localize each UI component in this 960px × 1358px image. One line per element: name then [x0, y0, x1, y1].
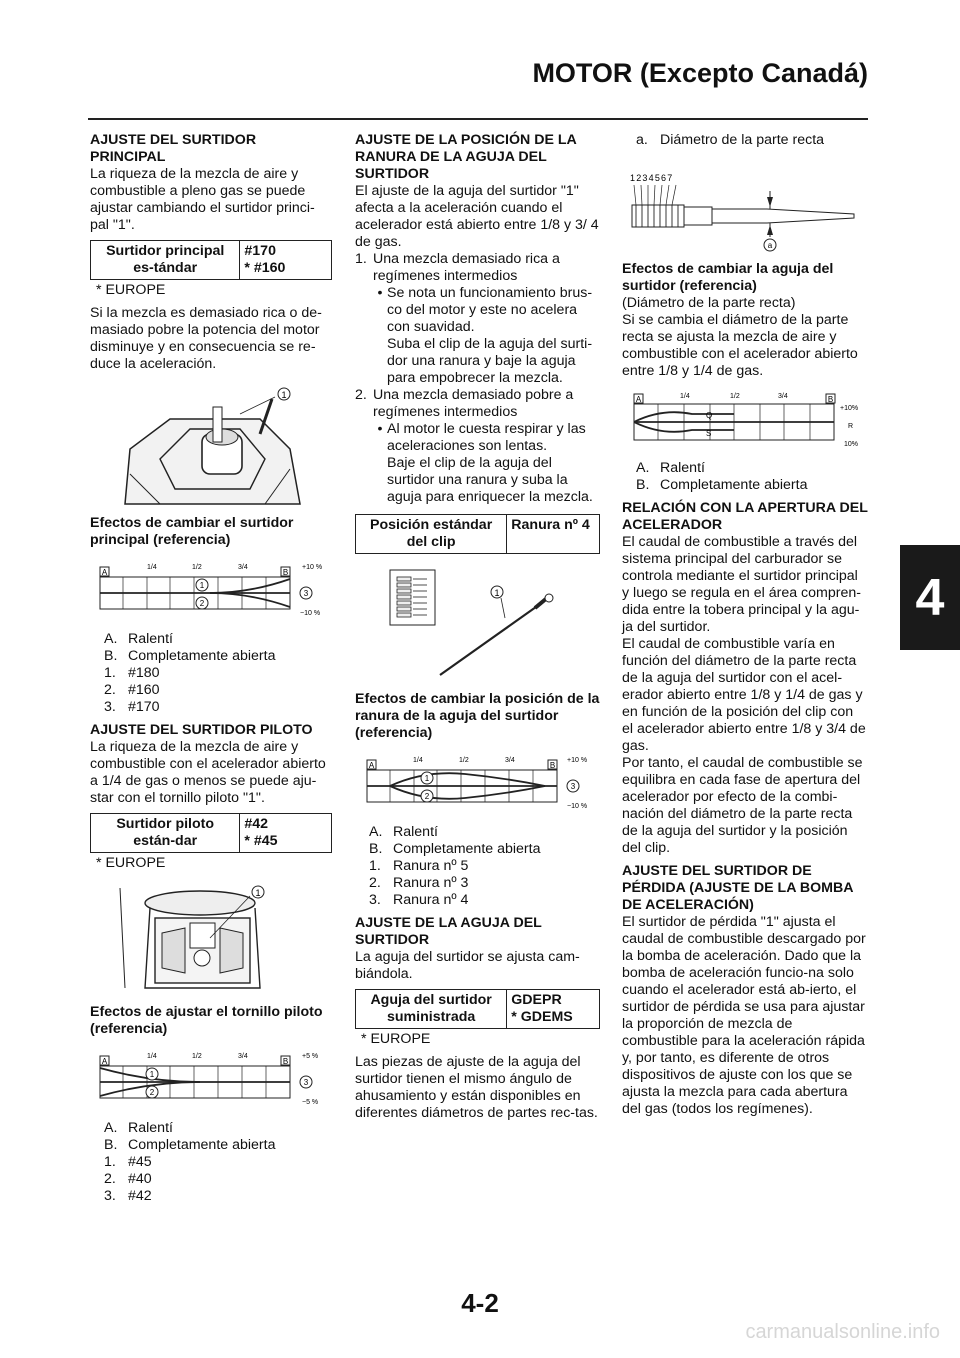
effect-chart-main-jet	[90, 555, 332, 625]
section-body: El ajuste de la aguja del surtidor "1" afecta a la aceleración cuando el acelerador está abierto entre 1/8 y 3/ 4 de gas.	[355, 183, 599, 250]
chart-label-b: B	[549, 761, 556, 770]
column-2	[355, 132, 600, 1128]
numbered-item: 1. Una mezcla demasiado rica a regímenes intermedios	[355, 251, 560, 284]
spec-value	[240, 241, 332, 280]
jet-needle-diagram	[622, 155, 868, 255]
legend-item: 1. Ranura nº 5	[369, 858, 469, 874]
legend-item: A. Ralentí	[104, 1120, 173, 1136]
legend-item: 1. #45	[104, 1154, 152, 1170]
legend-item: B. Completamente abierta	[104, 648, 276, 664]
legend-item: A. Ralentí	[636, 460, 705, 476]
chart-label-b: B	[282, 568, 289, 577]
chart-label-b: B	[282, 1057, 289, 1066]
callout-number: 1	[255, 888, 261, 898]
spec-value-2: * #45	[244, 833, 278, 849]
chart-minus: 10%	[844, 441, 859, 448]
chart-label-b: B	[827, 395, 834, 404]
chart-plus: +10 %	[567, 757, 588, 764]
spec-table	[90, 813, 332, 853]
section-body: La riqueza de la mezcla de aire y combustible a pleno gas se puede ajustar cambiando el surtidor princi-pal "1".	[90, 166, 315, 233]
chart-minus: −5 %	[302, 1099, 319, 1106]
spec-value	[507, 990, 600, 1029]
legend-item: A. Ralentí	[369, 824, 438, 840]
spec-label: Surtidor piloto están-dar	[91, 814, 240, 853]
chart-minus: −10 %	[567, 803, 588, 810]
legend-item: B. Completamente abierta	[104, 1137, 276, 1153]
chart-plus: +5 %	[302, 1053, 319, 1060]
section-title: AJUSTE DE LA AGUJA DEL SURTIDOR	[355, 915, 542, 948]
spec-note: * EUROPE	[96, 855, 166, 871]
section-title: AJUSTE DEL SURTIDOR DE PÉRDIDA (AJUSTE DE LA BOMBA DE ACELERACIÓN)	[622, 863, 853, 913]
chart-callout: 2	[199, 599, 205, 608]
chart-tick: 1/4	[147, 1053, 157, 1060]
chart-callout: 1	[199, 581, 205, 590]
legend-list	[369, 824, 600, 909]
pilot-screw-illustration	[90, 878, 332, 998]
column-1	[90, 132, 332, 1205]
section-title: RELACIÓN CON LA APERTURA DEL ACELERADOR	[622, 500, 868, 533]
chart-tick: 3/4	[778, 393, 788, 400]
chart-callout: 1	[149, 1070, 155, 1079]
section-body: El caudal de combustible a través del sistema principal del carburador se controla mediante el surtidor principal y luego se regula en el área compren-dida entre la tobera principal y la agu-ja del surtidor.	[622, 534, 861, 635]
chart-callout: 3	[303, 589, 309, 598]
page-number: 4-2	[461, 1288, 499, 1318]
chart-callout: 2	[424, 792, 430, 801]
effect-chart-needle-diameter	[622, 386, 868, 454]
spec-table	[355, 514, 600, 554]
effect-chart-pilot-screw	[90, 1044, 332, 1114]
section-body: Las piezas de ajuste de la aguja del surtidor tienen el mismo ángulo de ahusamiento y están disponibles en diferentes diámetros de partes rec-tas.	[355, 1054, 598, 1121]
spec-note: * EUROPE	[96, 282, 166, 298]
chart-tick: 3/4	[238, 564, 248, 571]
chart-tick: 3/4	[505, 757, 515, 764]
chart-tick: 1/2	[459, 757, 469, 764]
spec-value-2: * #160	[244, 260, 286, 276]
action-text: Baje el clip de la aguja del surtidor una ranura y suba la aguja para enriquecer la mezcla.	[387, 455, 593, 505]
legend-item: A. Ralentí	[104, 631, 173, 647]
spec-value-1: #42	[244, 816, 269, 832]
chart-title: Efectos de cambiar el surtidor principal (referencia)	[90, 515, 294, 548]
spec-label: Posición estándar del clip	[356, 515, 507, 554]
bullet-item: • Se nota un funcionamiento brus-co del motor y este no acelera con suavidad.	[377, 285, 593, 335]
section-body: La aguja del surtidor se ajusta cam-biándola.	[355, 949, 580, 982]
column-3	[622, 132, 868, 1124]
chart-plus: +10 %	[302, 564, 323, 571]
effect-chart-clip-position	[355, 748, 600, 818]
section-body: La riqueza de la mezcla de aire y combustible con el acelerador abierto a 1/4 de gas o menos se puede aju-star con el tornillo piloto "1".	[90, 739, 326, 806]
callout-number: 1	[494, 588, 500, 598]
chart-tick: 1/2	[192, 564, 202, 571]
chart-title: Efectos de ajustar el tornillo piloto (referencia)	[90, 1004, 323, 1037]
legend-item: 3. Ranura nº 4	[369, 892, 469, 908]
action-text: Suba el clip de la aguja del surti-dor una ranura y baje la aguja para empobrecer la mezcla.	[387, 336, 593, 386]
numbered-item: 2. Una mezcla demasiado pobre a regímenes intermedios	[355, 387, 574, 420]
chart-tick: 3/4	[238, 1053, 248, 1060]
chart-plus: +10%	[840, 405, 859, 412]
chart-tick: 1/4	[147, 564, 157, 571]
spec-value-2: * GDEMS	[511, 1009, 573, 1025]
section-title: AJUSTE DE LA POSICIÓN DE LA RANURA DE LA AGUJA DEL SURTIDOR	[355, 132, 577, 182]
legend-item: B. Completamente abierta	[369, 841, 541, 857]
spec-table	[90, 240, 332, 280]
callout-letter: a	[767, 241, 773, 250]
section-title: AJUSTE DEL SURTIDOR PILOTO	[90, 722, 313, 738]
legend-item: 2. #160	[104, 682, 160, 698]
chart-minus: −10 %	[300, 610, 321, 617]
spec-value: Ranura nº 4	[507, 515, 600, 554]
callout-number: 1	[281, 390, 287, 400]
section-body: Por tanto, el caudal de combustible se equilibra en cada fase de apertura del acelerador por efecto de la combi-nación del diámetro de la parte recta de la aguja del surtidor y la posición del clip.	[622, 755, 863, 856]
chart-label-s: S	[706, 429, 712, 438]
section-body: El surtidor de pérdida "1" ajusta el caudal de combustible descargado por la bomba de aceleración. Dado que la bomba de aceleración funcio-na solo cuando el acelerador está ab-ierto, el surtidor de pérdida se usa para ajustar la proporción de mezcla de combustible para la aceleración rápida y, por tanto, es diferente de otros dispositivos de ajuste con los que se ajusta la mezcla para cada abertura del gas (todos los regímenes).	[622, 914, 866, 1117]
groove-numbers: 1234567	[630, 173, 674, 183]
chart-subtitle: (Diámetro de la parte recta)	[622, 295, 796, 311]
spec-value	[240, 814, 332, 853]
legend-item: 2. #40	[104, 1171, 152, 1187]
chart-callout: 3	[570, 782, 576, 791]
section-body: Si se cambia el diámetro de la parte recta se ajusta la mezcla de aire y combustible con el acelerador abierto entre 1/8 y 1/4 de gas.	[622, 312, 858, 379]
spec-label: Aguja del surtidor suministrada	[356, 990, 507, 1029]
bullet-item: • Al motor le cuesta respirar y las aceleraciones son lentas.	[377, 421, 586, 454]
chart-title: Efectos de cambiar la posición de la ranura de la aguja del surtidor (referencia)	[355, 691, 600, 741]
legend-item: 1. #180	[104, 665, 160, 681]
chart-tick: 1/4	[413, 757, 423, 764]
legend-item: B. Completamente abierta	[636, 477, 808, 493]
section-title: AJUSTE DEL SURTIDOR PRINCIPAL	[90, 132, 257, 165]
needle-legend: a. Diámetro de la parte recta	[636, 132, 825, 148]
spec-value-1: GDEPR	[511, 992, 562, 1008]
legend-list	[104, 631, 332, 716]
spec-table	[355, 989, 600, 1029]
chart-label-a: A	[101, 568, 108, 577]
legend-list	[104, 1120, 332, 1205]
spec-value-1: #170	[244, 243, 276, 259]
watermark: carmanualsonline.info	[745, 1321, 940, 1343]
spec-label: Surtidor principal es-tándar	[91, 241, 240, 280]
chart-tick: 1/4	[680, 393, 690, 400]
main-jet-illustration	[90, 379, 332, 509]
legend-list	[636, 460, 868, 494]
legend-item: 2. Ranura nº 3	[369, 875, 469, 891]
chart-callout: 1	[424, 774, 430, 783]
page-title: MOTOR (Excepto Canadá)	[532, 58, 868, 88]
spec-note: * EUROPE	[361, 1031, 431, 1047]
chart-callout: 3	[303, 1078, 309, 1087]
chart-label-a: A	[101, 1057, 108, 1066]
chart-tick: 1/2	[730, 393, 740, 400]
chart-label-a: A	[368, 761, 375, 770]
chart-label-r: R	[848, 423, 854, 430]
chart-title: Efectos de cambiar la aguja del surtidor (referencia)	[622, 261, 834, 294]
section-body: El caudal de combustible varía en función del diámetro de la parte recta de la aguja del surtidor con el acel-erador abierto entre 1/8 y 1/4 de gas y en función de la posición del clip con el acelerador abierto entre 1/8 y 3/4 de gas.	[622, 636, 866, 754]
chart-tick: 1/2	[192, 1053, 202, 1060]
legend-item: 3. #42	[104, 1188, 152, 1204]
section-body: Si la mezcla es demasiado rica o de-masiado pobre la potencia del motor disminuye y en consecuencia se re-duce la aceleración.	[90, 305, 322, 372]
chapter-tab: 4	[900, 545, 960, 650]
chart-label-q: Q	[706, 411, 713, 420]
chart-label-a: A	[635, 395, 642, 404]
header-rule	[88, 118, 868, 120]
legend-item: 3. #170	[104, 699, 160, 715]
jet-needle-clip-illustration	[355, 560, 600, 685]
chart-callout: 2	[149, 1088, 155, 1097]
